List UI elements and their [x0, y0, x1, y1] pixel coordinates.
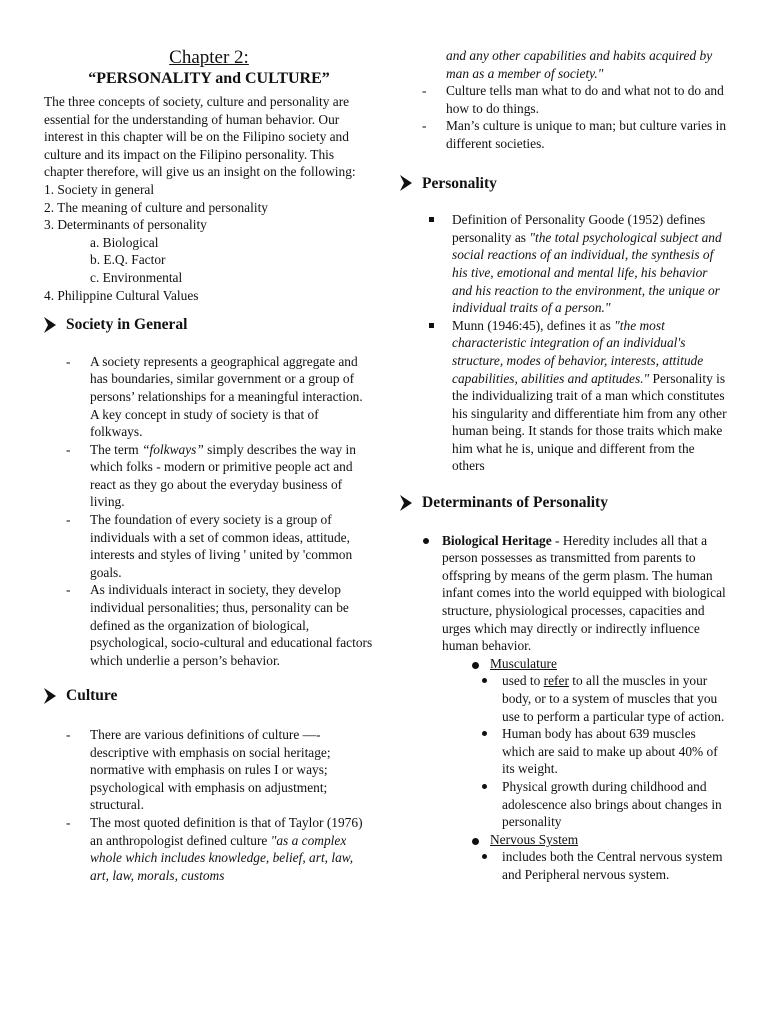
- text-run: The most quoted definition is that of Taylor (1976) an anthropologist defined culture: [90, 814, 363, 848]
- culture-list: [44, 726, 374, 884]
- text-run-italic: "the total psychological subject and social reactions of an individual, the synthesis of his tive, emotional and mental life, his behavior and his reaction to the environment, the unique or individual traits of a person.": [452, 229, 722, 316]
- sub-outline-item: b. E.Q. Factor: [90, 252, 166, 268]
- musculature-list: [490, 672, 730, 830]
- arrow-bullet-icon: [44, 688, 56, 704]
- text-run-underline: refer: [543, 673, 569, 689]
- section-heading-society: [44, 316, 374, 334]
- list-item: [44, 814, 374, 884]
- text-run-italic: and any other capabilities and habits acquired by man as a member of society.": [446, 48, 713, 81]
- culture-list-continued: [400, 82, 730, 152]
- outline-item: 2. The meaning of culture and personality: [44, 199, 268, 215]
- text-run: The term: [90, 441, 143, 457]
- text-run: Munn (1946:45), defines it as: [452, 317, 615, 333]
- outline-list: [44, 181, 374, 304]
- list-item: includes both the Central nervous system and Peripheral nervous system.: [490, 848, 730, 883]
- list-item: - Man’s culture is unique to man; but culture varies in different societies.: [400, 117, 730, 152]
- text-run: Personality is the individualizing trait of a man which constitutes his singularity and differentiate him from any other human being. It stands for those traits which make him what he is, unique and different from the others: [452, 370, 727, 474]
- list-item: [490, 672, 730, 725]
- determinants-list: [400, 532, 730, 884]
- heading-text: Culture: [66, 687, 118, 705]
- list-item: Physical growth during childhood and adolescence also brings about changes in personality: [490, 778, 730, 831]
- arrow-bullet-icon: [400, 495, 412, 511]
- sub-heading-musculature: Musculature: [490, 655, 557, 671]
- heading-text: Personality: [422, 174, 497, 192]
- list-item: - The foundation of every society is a group of individuals with a set of common ideas, attitude, interests and styles of living ' united by 'common goals.: [44, 511, 374, 581]
- section-heading-personality: [400, 175, 730, 193]
- text-run-italic: “folkways”: [142, 441, 204, 457]
- right-column: [400, 0, 730, 884]
- list-item: [400, 317, 730, 475]
- text-run: simply describes the way in which folks - modern or primitive people act and react as they go about the everyday business of living.: [90, 441, 356, 510]
- sub-list-item: [468, 655, 730, 831]
- list-item: - As individuals interact in society, they develop individual personalities; thus, personality can be defined as the organization of biological, psychological, socio-cultural and educational factors which underlie a person’s behavior.: [44, 581, 374, 669]
- arrow-bullet-icon: [400, 175, 412, 191]
- personality-list: [400, 211, 730, 475]
- list-item: [44, 441, 374, 511]
- section-heading-determinants: [400, 494, 730, 512]
- text-run-italic: "as a complex whole which includes knowledge, belief, art, law, art, law, morals, customs: [90, 832, 354, 883]
- arrow-bullet-icon: [44, 317, 56, 333]
- list-item: - Culture tells man what to do and what not to do and how to do things.: [400, 82, 730, 117]
- text-run-bold: Biological Heritage: [442, 532, 552, 548]
- intro-paragraph: The three concepts of society, culture and personality are essential for the understanding of human behavior. Our interest in this chapter will be on the Filipino society and culture and its impact on the Filipino personality. This chapter therefore, will give us an insight on the following:: [44, 94, 356, 180]
- sub-heading-nervous-system: Nervous System: [490, 831, 579, 847]
- chapter-title: “PERSONALITY and CULTURE”: [88, 70, 330, 87]
- list-item: - There are various definitions of culture —- descriptive with emphasis on social heritage; normative with emphasis on rules I or ways; psychological with emphasis on adjustment; structural.: [44, 726, 374, 814]
- sub-outline-item: c. Environmental: [90, 269, 183, 285]
- culture-continued: [400, 47, 730, 153]
- heading-text: Society in General: [66, 316, 188, 334]
- text-run-italic: "the most characteristic integration of an individual's structure, modes of behavior, interests, attitude capabilities, abilities and aptitudes.": [452, 317, 704, 386]
- text-run: Definition of Personality Goode (1952) defines personality as: [452, 212, 706, 245]
- text-run: to all the muscles in your body, or to a system of muscles that you use to perform a particular type of action.: [502, 673, 725, 724]
- chapter-label: Chapter 2:: [169, 47, 249, 68]
- list-item: Human body has about 639 muscles which are said to make up about 40% of its weight.: [490, 725, 730, 778]
- list-item: - A society represents a geographical aggregate and has boundaries, similar government or a group of persons’ relationships for a meaningful interaction. A key concept in study of society is that of folkways.: [44, 353, 374, 441]
- list-item: [400, 211, 730, 317]
- text-run: used to: [502, 673, 544, 689]
- sub-outline-item: a. Biological: [90, 234, 159, 250]
- nervous-system-list: [490, 848, 730, 883]
- outline-item: 4. Philippine Cultural Values: [44, 287, 199, 303]
- outline-item: 1. Society in general: [44, 181, 155, 197]
- sub-list: [442, 655, 730, 884]
- list-item: [400, 532, 730, 884]
- section-heading-culture: [44, 687, 374, 705]
- heading-text: Determinants of Personality: [422, 494, 608, 512]
- sub-list-item: [468, 831, 730, 884]
- outline-item: 3. Determinants of personality: [44, 217, 207, 233]
- left-column: [44, 0, 374, 884]
- continued-text: [400, 47, 730, 82]
- text-run: - Heredity includes all that a person possesses as transmitted from parents to offspring by means of the germ plasm. The human infant comes into the world equipped with biological structure, physiological processes, capacities and urges which may directly or indirectly influence human behavior.: [442, 532, 726, 654]
- society-list: [44, 353, 374, 670]
